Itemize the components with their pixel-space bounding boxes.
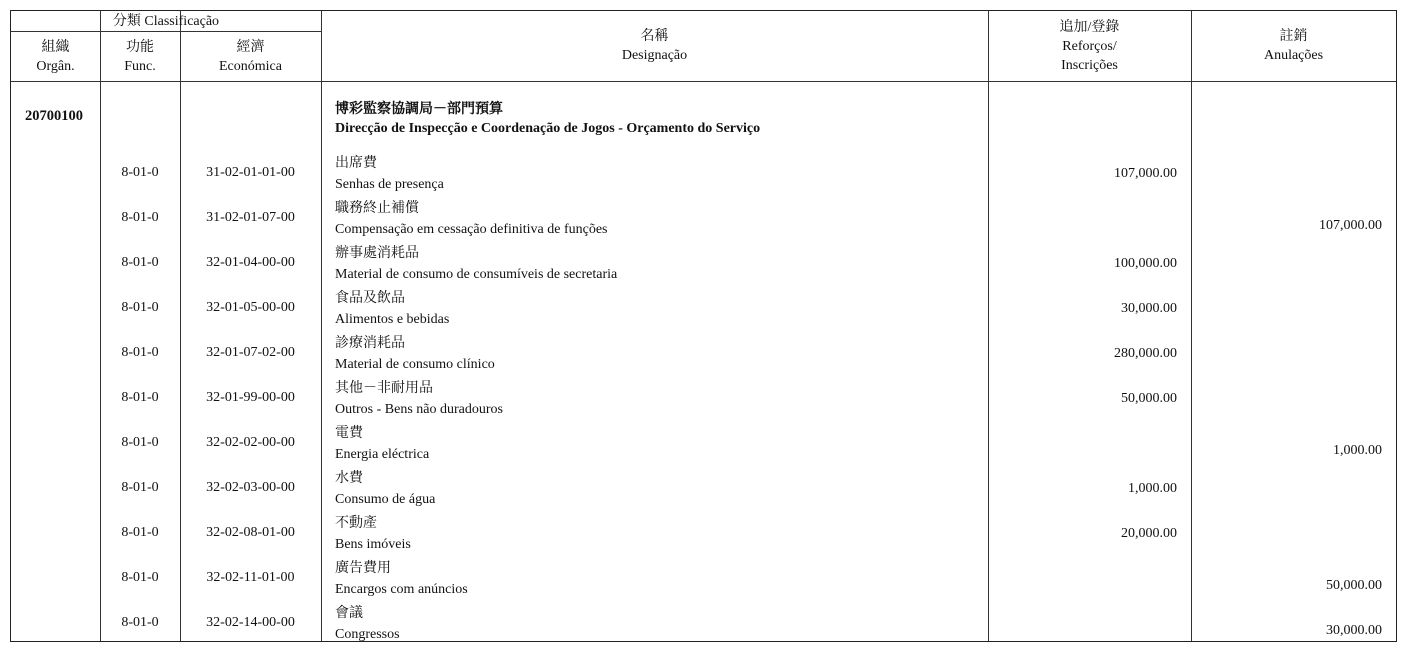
designation-zh: 診療消耗品: [335, 336, 405, 351]
designation: [335, 603, 400, 645]
annulments-header-zh: 註銷: [1279, 29, 1308, 44]
econ-code: 31-02-01-01-00: [206, 165, 295, 180]
table-row: [11, 468, 1396, 513]
designation-zh: 出席費: [335, 156, 377, 171]
econ-code: 32-01-04-00-00: [206, 255, 295, 270]
reinforcement-amount: 100,000.00: [1114, 256, 1177, 271]
func-code: 8-01-0: [121, 165, 159, 180]
designation: [335, 513, 411, 555]
econ-code: 32-01-07-02-00: [206, 345, 295, 360]
designation-header: [321, 27, 988, 65]
func-code: 8-01-0: [121, 480, 159, 495]
designation-pt: Alimentos e bebidas: [335, 312, 450, 327]
table-row: [11, 378, 1396, 423]
designation-zh: 食品及飲品: [335, 291, 405, 306]
header-divider: [11, 31, 321, 32]
designation: [335, 423, 429, 465]
designation-zh: 職務終止補償: [335, 201, 419, 216]
table-row: [11, 603, 1396, 648]
designation-zh: 會議: [335, 606, 363, 621]
designation: [335, 153, 444, 195]
designation-pt: Senhas de presença: [335, 177, 444, 192]
reinforcements-header-pt1: Reforços/: [1062, 39, 1117, 54]
func-code: 8-01-0: [121, 210, 159, 225]
designation-header-pt: Designação: [621, 48, 688, 63]
designation-zh: 水費: [335, 471, 363, 486]
designation-pt: Congressos: [335, 627, 400, 642]
table-row: [11, 333, 1396, 378]
reinforcement-amount: 20,000.00: [1121, 526, 1177, 541]
designation-pt: Bens imóveis: [335, 537, 411, 552]
classification-header: 分類 Classificação: [112, 14, 220, 29]
organ-header: [11, 38, 100, 76]
annulment-amount: 1,000.00: [1333, 443, 1382, 458]
func-code: 8-01-0: [121, 570, 159, 585]
econ-code: 32-01-05-00-00: [206, 300, 295, 315]
table-row: [11, 243, 1396, 288]
func-header-pt: Func.: [124, 59, 156, 74]
table-row: [11, 423, 1396, 468]
designation: [335, 243, 617, 285]
reinforcement-amount: 30,000.00: [1121, 301, 1177, 316]
designation: [335, 333, 495, 375]
func-header: [100, 38, 180, 76]
reinforcement-amount: 107,000.00: [1114, 166, 1177, 181]
organ-header-pt: Orgân.: [36, 59, 75, 74]
func-header-zh: 功能: [126, 40, 154, 55]
econ-header: [180, 38, 321, 76]
designation-zh: 辦事處消耗品: [335, 246, 419, 261]
designation-pt: Outros - Bens não duradouros: [335, 402, 503, 417]
designation-pt: Encargos com anúncios: [335, 582, 468, 597]
econ-header-zh: 經濟: [236, 40, 265, 55]
table-row: [11, 153, 1396, 198]
annulment-amount: 30,000.00: [1326, 623, 1382, 638]
designation-zh: 不動產: [335, 516, 377, 531]
designation-zh: 其他－非耐用品: [335, 381, 433, 396]
reinforcement-amount: 280,000.00: [1114, 346, 1177, 361]
organ-title-pt: Direcção de Inspecção e Coordenação de Jogos - Orçamento do Serviço: [335, 121, 761, 136]
designation-pt: Material de consumo de consumíveis de secretaria: [335, 267, 618, 282]
func-code: 8-01-0: [121, 435, 159, 450]
reinforcements-header: [988, 18, 1191, 75]
table-row: [11, 558, 1396, 603]
reinforcements-header-zh: 追加/登錄: [1059, 20, 1120, 35]
reinforcements-header-pt2: Inscrições: [1061, 58, 1118, 73]
designation-pt: Compensação em cessação definitiva de funções: [335, 222, 608, 237]
econ-code: 32-02-14-00-00: [206, 615, 295, 630]
designation: [335, 198, 608, 240]
econ-header-pt: Económica: [219, 59, 282, 74]
econ-code: 31-02-01-07-00: [206, 210, 295, 225]
designation-pt: Energia eléctrica: [335, 447, 430, 462]
econ-code: 32-02-02-00-00: [206, 435, 295, 450]
organ-code: 20700100: [25, 108, 83, 124]
reinforcement-amount: 1,000.00: [1128, 481, 1177, 496]
annulments-header-pt: Anulações: [1263, 48, 1324, 63]
designation: [335, 378, 503, 420]
designation-zh: 電費: [335, 426, 363, 441]
econ-code: 32-02-08-01-00: [206, 525, 295, 540]
func-code: 8-01-0: [121, 345, 159, 360]
designation: [335, 288, 449, 330]
econ-code: 32-02-11-01-00: [206, 570, 295, 585]
func-code: 8-01-0: [121, 615, 159, 630]
annulment-amount: 107,000.00: [1319, 218, 1382, 233]
table-row: [11, 288, 1396, 333]
func-code: 8-01-0: [121, 525, 159, 540]
designation-pt: Consumo de água: [335, 492, 436, 507]
designation-header-zh: 名稱: [640, 29, 669, 44]
designation: [335, 468, 435, 510]
func-code: 8-01-0: [121, 300, 159, 315]
organ-title-zh: 博彩監察協調局－部門預算: [335, 101, 503, 117]
header-bottom-divider: [11, 81, 1396, 82]
func-code: 8-01-0: [121, 390, 159, 405]
econ-code: 32-01-99-00-00: [206, 390, 295, 405]
annulment-amount: 50,000.00: [1326, 578, 1382, 593]
designation: [335, 558, 468, 600]
annulments-header: [1191, 27, 1396, 65]
reinforcement-amount: 50,000.00: [1121, 391, 1177, 406]
econ-code: 32-02-03-00-00: [206, 480, 295, 495]
organ-header-zh: 組織: [41, 40, 70, 55]
designation-pt: Material de consumo clínico: [335, 357, 495, 372]
budget-table: [10, 10, 1397, 642]
func-code: 8-01-0: [121, 255, 159, 270]
designation-zh: 廣告費用: [335, 561, 391, 576]
table-row: [11, 198, 1396, 243]
table-row: [11, 513, 1396, 558]
